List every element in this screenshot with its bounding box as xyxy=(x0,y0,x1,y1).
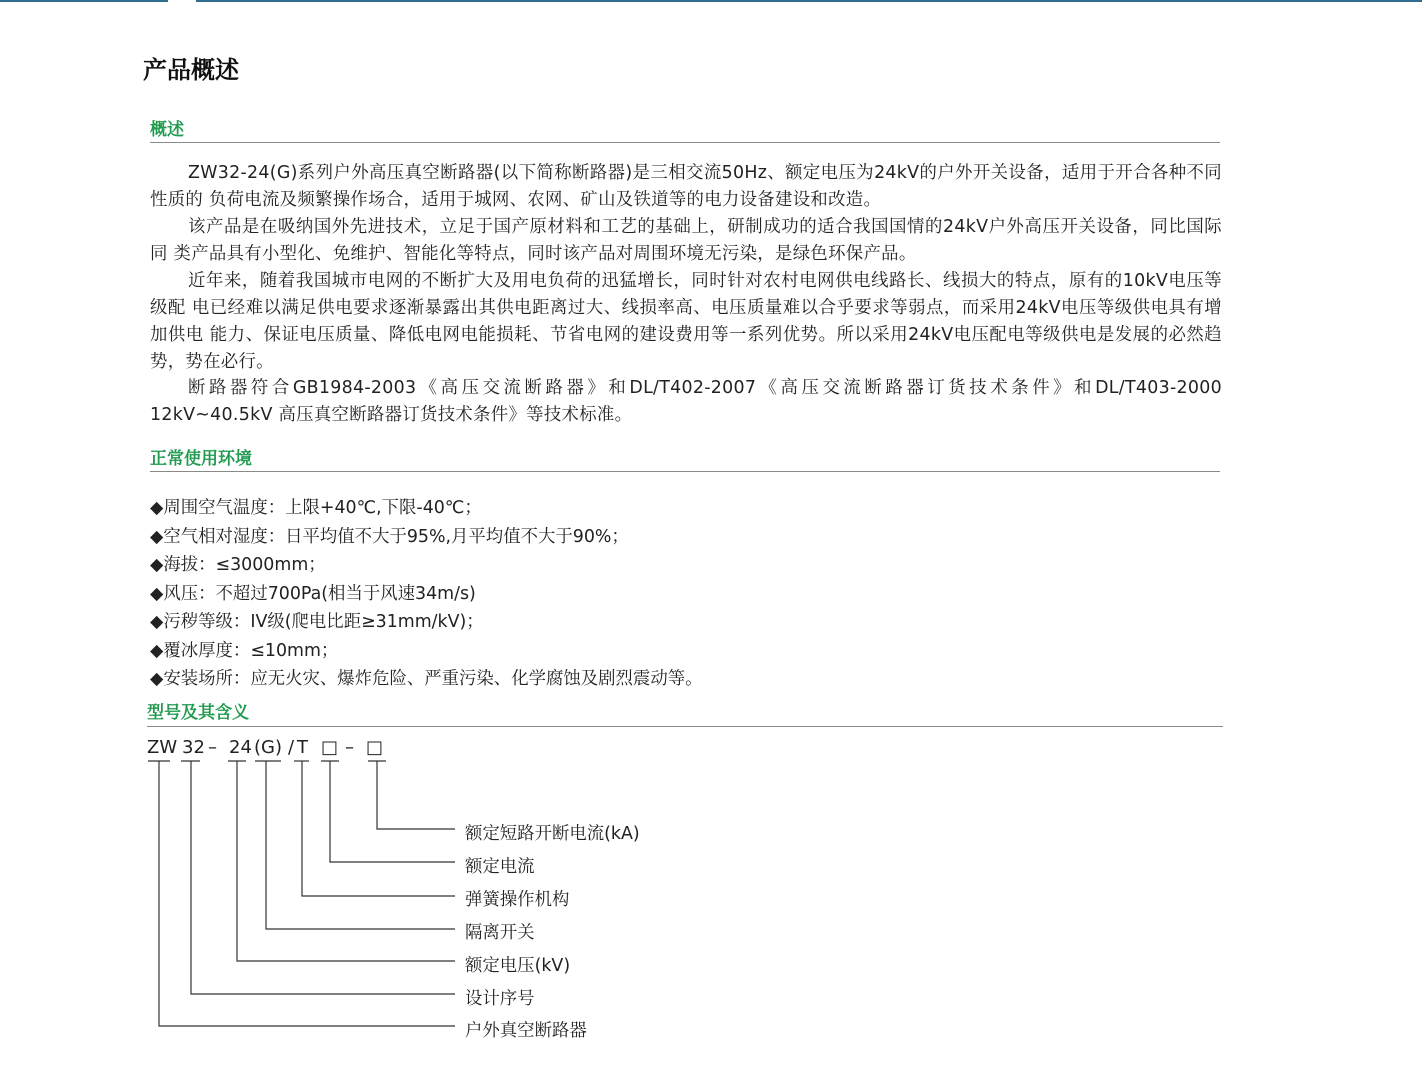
model-code-design-number: 32 xyxy=(182,737,205,758)
legend-spring-mechanism: 弹簧操作机构 xyxy=(465,890,570,910)
page-title: 产品概述 xyxy=(143,56,239,84)
model-code-dash-1: – xyxy=(208,737,217,758)
section-heading-model: 型号及其含义 xyxy=(147,703,249,723)
legend-breaking-current: 额定短路开断电流(kA) xyxy=(465,824,640,844)
section-heading-environment: 正常使用环境 xyxy=(150,449,252,469)
overview-paragraph-1: ZW32-24(G)系列户外高压真空断路器(以下简称断路器)是三相交流50Hz、额定电压为24kV的户外开关设备，适用于开合各种不同性质的 负荷电流及频繁操作场合，适用于城网、农网、矿山及铁道等的电力设备建设和改造。 xyxy=(150,163,1222,210)
legend-rated-current: 额定电流 xyxy=(465,857,535,877)
model-code-zw: ZW xyxy=(147,737,178,758)
model-code-breaking-current-box: □ xyxy=(366,737,384,758)
environment-item-humidity: ◆空气相对湿度：日平均值不大于95%,月平均值不大于90%； xyxy=(150,526,629,547)
overview-paragraph-4: 断路器符合GB1984-2003《高压交流断路器》和DL/T402-2007《高压交流断路器订货技术条件》和DL/T403-2000 12kV~40.5kV 高压真空断路器订货技术条件》等技术标准。 xyxy=(150,378,1222,425)
section-heading-overview: 概述 xyxy=(150,120,184,140)
environment-item-ice-thickness: ◆覆冰厚度：≤10mm； xyxy=(150,640,339,661)
overview-paragraph-2: 该产品是在吸纳国外先进技术，立足于国产原材料和工艺的基础上，研制成功的适合我国国情的24kV户外高压开关设备，同比国际同 类产品具有小型化、免维护、智能化等特点，同时该产品对周围环境无污染，是绿色环保产品。 xyxy=(150,217,1222,264)
environment-item-installation-site: ◆安装场所：应无火灾、爆炸危险、严重污染、化学腐蚀及剧烈震动等。 xyxy=(150,669,703,689)
legend-design-number: 设计序号 xyxy=(465,989,535,1009)
legend-rated-voltage: 额定电压(kV) xyxy=(465,956,571,976)
environment-item-wind-pressure: ◆风压：不超过700Pa(相当于风速34m/s) xyxy=(150,583,476,604)
legend-disconnector: 隔离开关 xyxy=(465,923,535,943)
environment-item-pollution-level: ◆污秽等级：IV级(爬电比距≥31mm/kV)； xyxy=(150,612,484,632)
model-code-dash-2: – xyxy=(345,737,354,758)
model-code-slash: / xyxy=(288,737,295,758)
model-code-voltage: 24 xyxy=(229,737,252,758)
model-code-spring-mechanism: T xyxy=(297,737,308,758)
legend-outdoor-vacuum-breaker: 户外真空断路器 xyxy=(465,1021,587,1041)
model-code-disconnector: (G) xyxy=(254,737,282,758)
environment-item-temperature: ◆周围空气温度：上限+40℃,下限-40℃； xyxy=(150,498,482,518)
model-code-current-box: □ xyxy=(321,737,339,758)
environment-item-altitude: ◆海拔：≤3000mm； xyxy=(150,555,326,575)
overview-paragraph-3: 近年来，随着我国城市电网的不断扩大及用电负荷的迅猛增长，同时针对农村电网供电线路长、线损大的特点，原有的10kV电压等级配 电已经难以满足供电要求逐渐暴露出其供电距离过大、线损率高、电压质量难以合乎要求等弱点，而采用24kV电压等级供电具有增加供电 能力、保证电压质量、降低电网电能损耗、节省电网的建设费用等一系列优势。所以采用24kV电压配电等级供电是发展的必然趋势，势在必行。 xyxy=(150,271,1222,372)
